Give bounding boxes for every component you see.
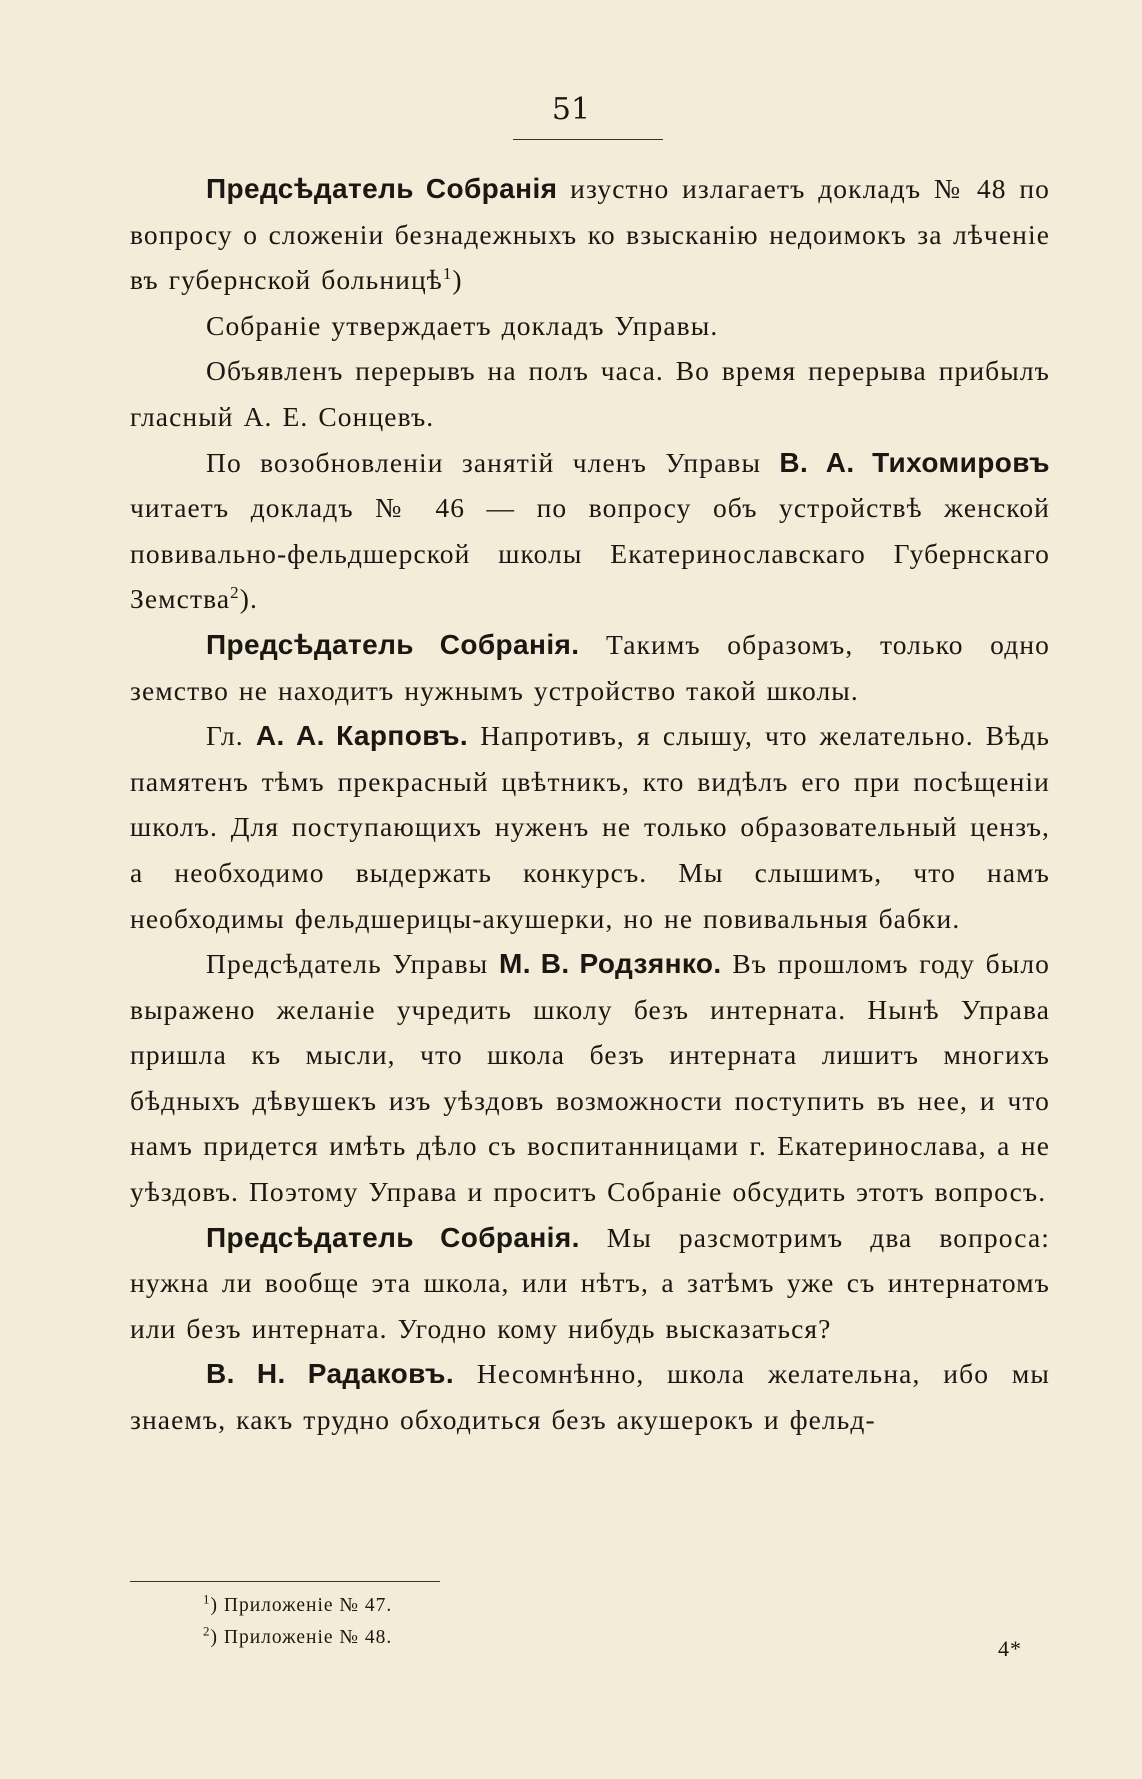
speaker-name: Предсѣдатель Собранія. [206, 1221, 580, 1253]
speaker-name: В. А. Тихомировъ [779, 446, 1050, 478]
paragraph-1 [130, 166, 1050, 303]
printer-signature-mark: 4* [998, 1636, 1022, 1661]
footnote-text: ) Приложеніе № 47. [210, 1595, 393, 1616]
paragraph-text-end: ) [452, 264, 463, 296]
paragraph-9 [130, 1351, 1050, 1442]
footnote-text: ) Приложеніе № 48. [210, 1627, 393, 1648]
paragraph-lead: По возобновленіи занятій членъ Управы [206, 446, 780, 478]
footnote-2 [203, 1622, 392, 1654]
footnotes [203, 1590, 392, 1654]
footnote-reference: 1 [442, 264, 453, 284]
paragraph-text: читаетъ докладъ № 46 — по вопросу объ устройствѣ женской повивально-фельдшерской школы Екатеринославскаго Губернскаго Земства [130, 492, 1050, 615]
paragraph-6 [130, 713, 1050, 941]
paragraph-text: Собраніе утверждаетъ докладъ Управы. [206, 309, 719, 341]
paragraph-5 [130, 622, 1050, 713]
paragraph-text: Несомнѣнно, школа желательна, ибо мы знаемъ, какъ трудно обходиться безъ акушерокъ и фельд- [130, 1358, 1050, 1436]
page-number: 51 [551, 92, 591, 127]
paragraph-text-end: ). [239, 583, 258, 615]
speaker-name: В. Н. Радаковъ. [206, 1358, 455, 1390]
paragraph-text: Такимъ образомъ, только одно земство не находитъ нужнымъ устройство такой школы. [130, 628, 1051, 706]
footnote-reference: 2 [230, 583, 240, 603]
page-body [130, 166, 1050, 1443]
footnote-mark: 1 [203, 1591, 211, 1607]
paragraph-8 [130, 1215, 1050, 1352]
paragraph-4 [130, 440, 1050, 622]
paragraph-text: Мы разсмотримъ два вопроса: нужна ли вообще эта школа, или нѣтъ, а затѣмъ уже съ интернатомъ или безъ интерната. Угодно кому нибудь высказаться? [130, 1221, 1050, 1344]
speaker-name: Предсѣдатель Собранія [206, 173, 558, 204]
header-rule [513, 139, 663, 140]
paragraph-text: изустно излагаетъ докладъ № 48 по вопросу о сложеніи безнадежныхъ ко взысканію недоимокъ за лѣченіе въ губернской больницѣ [130, 173, 1050, 296]
footnote-mark: 2 [203, 1623, 211, 1639]
paragraph-7 [130, 941, 1050, 1215]
paragraph-2 [130, 303, 1050, 349]
footnote-rule [130, 1581, 440, 1582]
paragraph-text: Напротивъ, я слышу, что желательно. Вѣдь памятенъ тѣмъ прекрасный цвѣтникъ, кто видѣлъ его при посѣщеніи школъ. Для поступающихъ нуженъ не только образовательный цензъ, а необходимо выдержать конкурсъ. Мы слышимъ, что намъ необходимы фельдшерицы-акушерки, но не повивальныя бабки. [130, 720, 1050, 934]
paragraph-lead: Гл. [206, 720, 256, 752]
speaker-name: А. А. Карповъ. [255, 720, 469, 752]
speaker-name: Предсѣдатель Собранія. [206, 628, 580, 660]
speaker-name: М. В. Родзянко. [498, 948, 722, 980]
paragraph-lead: Предсѣдатель Управы [206, 948, 499, 980]
footnote-1 [203, 1590, 392, 1622]
paragraph-3 [130, 348, 1050, 439]
paragraph-text: Объявленъ перерывъ на полъ часа. Во время перерыва прибылъ гласный А. Е. Сонцевъ. [130, 355, 1050, 432]
paragraph-text: Въ прошломъ году было выражено желаніе учредить школу безъ интерната. Нынѣ Управа пришла къ мысли, что школа безъ интерната лишитъ многихъ бѣдныхъ дѣвушекъ изъ уѣздовъ возможности поступить въ нее, и что намъ придется имѣть дѣло съ воспитанницами г. Екатеринослава, а не уѣздовъ. Поэтому Управа и проситъ Собраніе обсудить этотъ вопросъ. [130, 948, 1051, 1208]
